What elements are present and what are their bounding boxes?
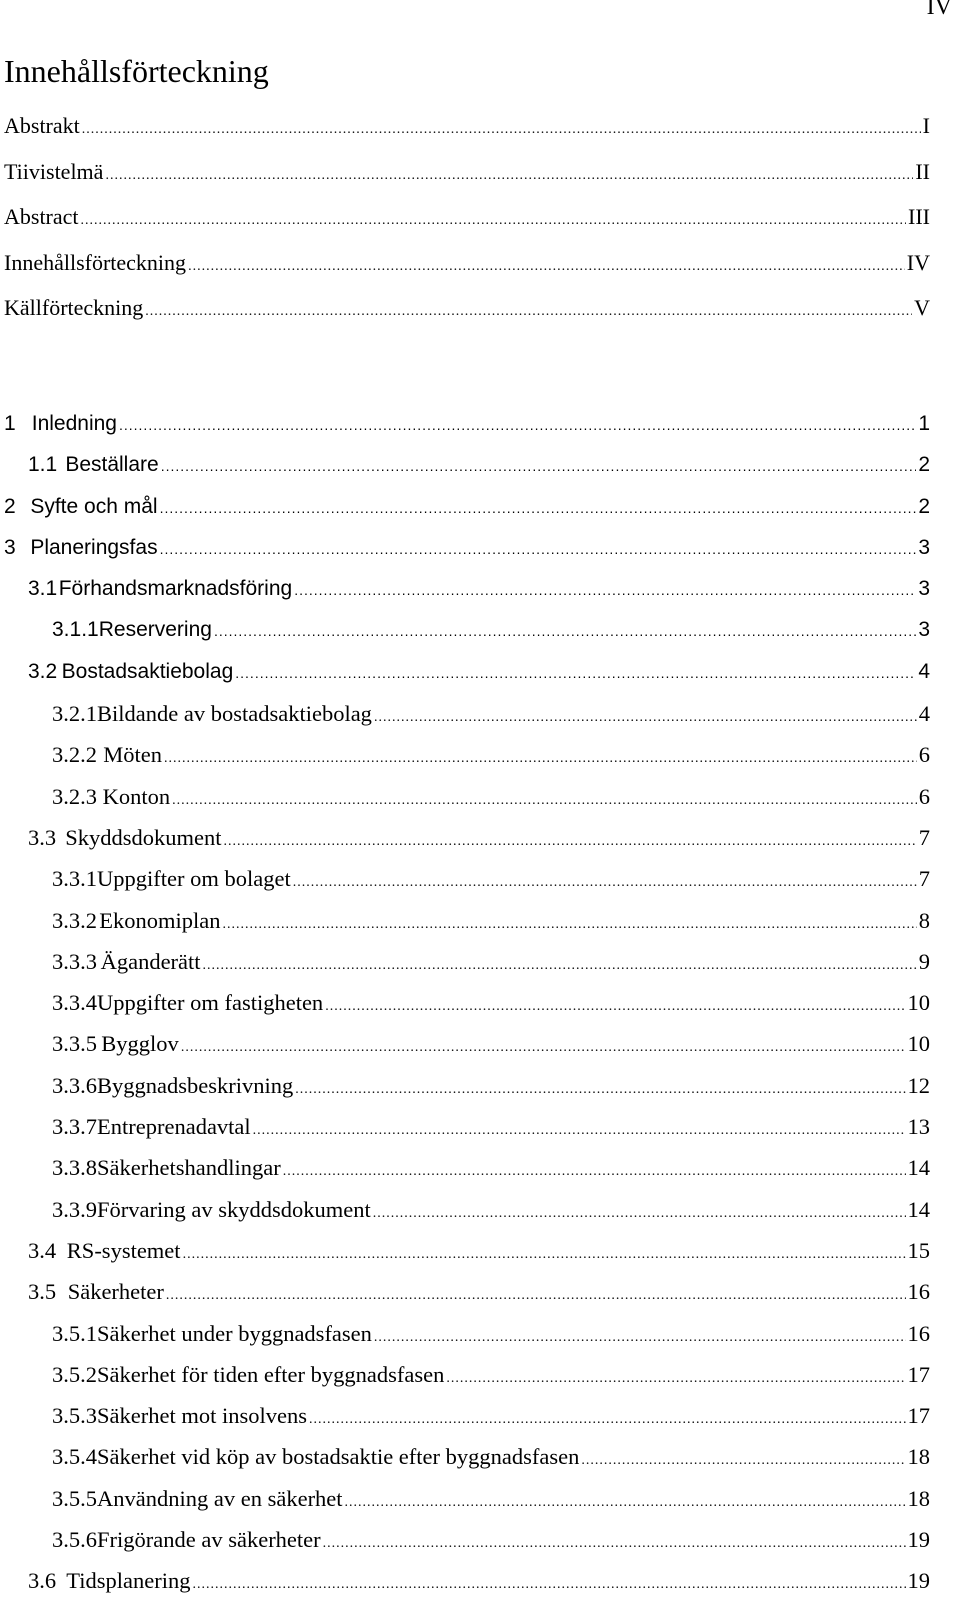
entry-number: 3.1 [28, 577, 58, 601]
dot-leader [325, 990, 905, 1016]
dot-leader [294, 577, 916, 601]
entry-page: 18 [907, 1444, 930, 1470]
entry-label: Säkerhet för tiden efter byggnadsfasen [97, 1361, 445, 1387]
toc-entry[interactable] [4, 204, 930, 250]
entry-label: Ekonomiplan [99, 907, 221, 933]
entry-number: 3.3.8 [52, 1155, 97, 1181]
entry-number: 3.3.5 [52, 1031, 97, 1057]
dot-leader [160, 536, 917, 560]
toc-entry[interactable] [4, 1073, 930, 1114]
toc-entry[interactable] [4, 1568, 930, 1609]
toc-entry[interactable] [4, 949, 930, 990]
toc-entry[interactable] [4, 453, 930, 494]
toc-entry[interactable] [4, 1114, 930, 1155]
entry-page: 17 [907, 1403, 930, 1429]
entry-page: 2 [918, 494, 930, 518]
entry-page: IV [906, 249, 930, 275]
entry-label: Säkerhet under byggnadsfasen [97, 1320, 372, 1346]
toc-entry[interactable] [4, 1238, 930, 1279]
entry-label: Förvaring av skyddsdokument [97, 1196, 371, 1222]
chapter-list [4, 412, 930, 1610]
entry-page: 16 [907, 1320, 930, 1346]
entry-page: 17 [907, 1361, 930, 1387]
dot-leader [181, 1031, 906, 1057]
dot-leader [166, 1279, 906, 1305]
toc-entry[interactable] [4, 990, 930, 1031]
entry-label: Tidsplanering [66, 1568, 191, 1594]
entry-page: 14 [907, 1196, 930, 1222]
entry-label: Abstract [4, 204, 79, 230]
dot-leader [293, 866, 917, 892]
entry-number: 3.2.1 [52, 701, 97, 727]
entry-page: 7 [918, 866, 930, 892]
dot-leader [105, 159, 913, 185]
dot-leader [188, 250, 905, 276]
entry-label: Konton [102, 783, 171, 809]
toc-entry[interactable] [4, 660, 930, 701]
entry-page: 2 [918, 453, 930, 477]
dot-leader [81, 204, 906, 230]
dot-leader [295, 1073, 905, 1099]
dot-leader [183, 1238, 906, 1264]
dot-leader [119, 412, 916, 436]
entry-label: Bygglov [101, 1031, 179, 1057]
toc-entry[interactable] [4, 784, 930, 825]
entry-page: 6 [918, 742, 930, 768]
toc-entry[interactable] [4, 577, 930, 618]
dot-leader [223, 825, 916, 851]
entry-page: 10 [907, 1031, 930, 1057]
dot-leader [172, 784, 917, 810]
entry-number: 3.3.4 [52, 990, 97, 1016]
entry-label: RS-systemet [66, 1237, 181, 1263]
entry-page: 12 [907, 1072, 930, 1098]
toc-entry[interactable] [4, 618, 930, 659]
entry-number: 3.2.3 [52, 783, 97, 809]
entry-number: 3 [4, 535, 16, 559]
toc-entry[interactable] [4, 159, 930, 205]
entry-label: Abstrakt [4, 113, 80, 138]
toc-entry[interactable] [4, 1527, 930, 1568]
dot-leader [345, 1486, 906, 1512]
entry-page: 8 [918, 907, 930, 933]
toc-entry[interactable] [4, 536, 930, 577]
dot-leader [235, 660, 916, 684]
toc-entry[interactable] [4, 701, 930, 742]
entry-page: I [922, 113, 930, 138]
entry-label: Uppgifter om fastigheten [97, 990, 324, 1016]
entry-number: 3.5.3 [52, 1403, 97, 1429]
entry-label: Säkerhet mot insolvens [97, 1403, 307, 1429]
entry-label: Äganderätt [100, 948, 201, 974]
dot-leader [192, 1568, 905, 1594]
entry-label: Skyddsdokument [65, 824, 222, 850]
entry-label: Säkerhet vid köp av bostadsaktie efter byggnadsfasen [97, 1444, 580, 1470]
entry-number: 3.5.2 [52, 1361, 97, 1387]
entry-label: Syfte och mål [30, 494, 158, 518]
entry-page: 1 [918, 412, 930, 435]
page-title: Innehållsförteckning [4, 53, 269, 89]
entry-number: 3.3.6 [52, 1072, 97, 1098]
entry-label: Beställare [65, 453, 159, 477]
toc-entry[interactable] [4, 495, 930, 536]
toc-entry[interactable] [4, 1403, 930, 1444]
dot-leader [145, 295, 912, 321]
dot-leader [203, 949, 917, 975]
toc-entry[interactable] [4, 825, 930, 866]
entry-number: 1 [4, 412, 16, 435]
toc-entry[interactable] [4, 250, 930, 296]
entry-page: 13 [907, 1114, 930, 1140]
entry-page: 16 [907, 1279, 930, 1305]
entry-label: Tiivistelmä [4, 158, 104, 184]
entry-number: 3.3.9 [52, 1196, 97, 1222]
entry-number: 3.5.5 [52, 1485, 97, 1511]
entry-page: 15 [907, 1237, 930, 1263]
entry-label: Källförteckning [4, 295, 144, 321]
dot-leader [374, 1321, 906, 1347]
dot-leader [581, 1444, 905, 1470]
entry-page: 10 [907, 990, 930, 1016]
entry-number: 3.2.2 [52, 742, 97, 768]
entry-label: Säkerhetshandlingar [97, 1155, 281, 1181]
toc-entry[interactable] [4, 1444, 930, 1485]
toc-entry[interactable] [4, 908, 930, 949]
page-number: IV [926, 0, 952, 20]
dot-leader [309, 1403, 906, 1429]
entry-page: 3 [918, 535, 930, 559]
toc-entry[interactable] [4, 1031, 930, 1072]
entry-label: Planeringsfas [30, 535, 158, 559]
toc-entry[interactable] [4, 1197, 930, 1238]
entry-page: 18 [907, 1485, 930, 1511]
entry-number: 3.5 [28, 1279, 57, 1305]
toc-entry[interactable] [4, 1486, 930, 1527]
dot-leader [161, 453, 917, 477]
toc-entry[interactable] [4, 1155, 930, 1196]
entry-label: Bildande av bostadsaktiebolag [97, 701, 372, 727]
toc-entry[interactable] [4, 866, 930, 907]
front-matter-list [4, 113, 930, 341]
entry-number: 3.2 [28, 659, 58, 683]
dot-leader [214, 618, 916, 642]
entry-label: Inledning [31, 412, 117, 435]
entry-page: 3 [918, 618, 930, 642]
entry-label: Entreprenadavtal [97, 1114, 251, 1140]
entry-number: 3.5.4 [52, 1444, 97, 1470]
entry-label: Möten [103, 742, 162, 768]
entry-number: 3.1.1 [52, 618, 99, 642]
entry-page: 3 [918, 577, 930, 601]
entry-page: 14 [907, 1155, 930, 1181]
entry-page: 19 [907, 1527, 930, 1553]
entry-page: 6 [918, 783, 930, 809]
entry-number: 2 [4, 494, 16, 518]
entry-label: Bostadsaktiebolag [61, 659, 234, 683]
entry-number: 3.5.6 [52, 1527, 97, 1553]
dot-leader [164, 742, 917, 768]
entry-page: 9 [918, 948, 930, 974]
toc-entry[interactable] [4, 295, 930, 341]
entry-page: 4 [918, 701, 930, 727]
dot-leader [253, 1114, 906, 1140]
toc-entry[interactable] [4, 742, 930, 783]
toc-entry[interactable] [4, 1362, 930, 1403]
dot-leader [82, 113, 921, 139]
toc-entry[interactable] [4, 412, 930, 453]
entry-number: 1.1 [28, 453, 58, 477]
entry-number: 3.5.1 [52, 1320, 97, 1346]
entry-label: Säkerheter [67, 1279, 164, 1305]
entry-number: 3.3.3 [52, 948, 97, 974]
entry-number: 3.4 [28, 1237, 57, 1263]
dot-leader [373, 1197, 906, 1223]
entry-page: III [908, 204, 930, 230]
toc-entry[interactable] [4, 1279, 930, 1320]
entry-number: 3.3 [28, 824, 57, 850]
entry-number: 3.6 [28, 1568, 57, 1594]
dot-leader [374, 701, 917, 727]
entry-label: Förhandsmarknadsföring [58, 577, 293, 601]
toc-entry[interactable] [4, 1321, 930, 1362]
entry-number: 3.3.1 [52, 866, 97, 892]
entry-label: Reservering [98, 618, 212, 642]
toc-entry[interactable] [4, 113, 930, 159]
entry-label: Byggnadsbeskrivning [97, 1072, 294, 1098]
entry-number: 3.3.2 [52, 907, 97, 933]
dot-leader [446, 1362, 905, 1388]
entry-page: 19 [907, 1568, 930, 1594]
entry-page: V [914, 295, 930, 321]
entry-page: 7 [918, 824, 930, 850]
entry-number: 3.3.7 [52, 1114, 97, 1140]
entry-label: Frigörande av säkerheter [97, 1527, 321, 1553]
dot-leader [283, 1155, 906, 1181]
entry-page: II [915, 158, 930, 184]
dot-leader [323, 1527, 906, 1553]
entry-label: Användning av en säkerhet [97, 1485, 343, 1511]
entry-label: Uppgifter om bolaget [97, 866, 291, 892]
dot-leader [160, 495, 917, 519]
dot-leader [222, 908, 916, 934]
entry-page: 4 [918, 659, 930, 683]
entry-label: Innehållsförteckning [4, 249, 187, 275]
